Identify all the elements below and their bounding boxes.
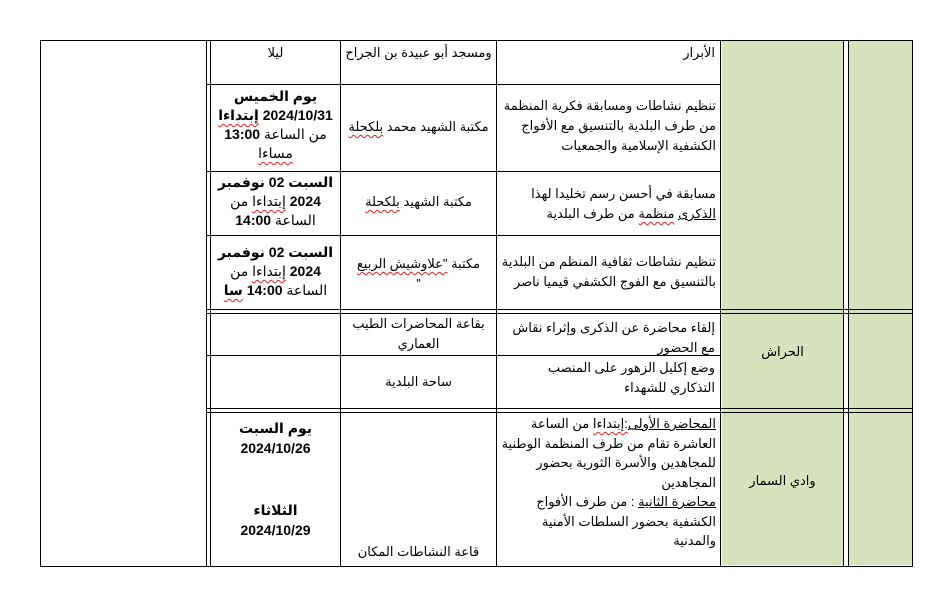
activity-cell: تنظيم نشاطات ومسابقة فكرية المنظمة من طرف البلدية بالتنسيق مع الأفواج الكشفية الإسلامية والجمعيات (503, 98, 716, 153)
place-cell: قاعة النشاطات المكان (357, 544, 480, 559)
time-cell: يوم السبت 2024/10/26 (238, 420, 313, 456)
place-cell: مكتبة الشهيد بلكحلة (365, 194, 472, 209)
activity-cell: مسابقة في أحسن رسم تخليدا لهذا الذكرى منظمة من طرف البلدية (531, 186, 716, 221)
region-harrach: الحراش (761, 344, 804, 359)
activity-cell: تنظيم نشاطات ثقافية المنظم من البلدية بالتنسيق مع الفوج الكشفي قيميا ناصر (501, 254, 716, 289)
table-border (912, 40, 913, 567)
time-cell: الثلاثاء 2024/10/29 (240, 502, 311, 538)
table-border (206, 84, 721, 85)
place-cell: مكتبة "علاوشيش الربيع " (356, 256, 481, 291)
place-cell: مكتبة الشهيد محمد بلكحلة (348, 119, 489, 134)
table-border (720, 40, 721, 567)
place-cell: بقاعة المحاضرات الطيب العماري (352, 316, 485, 351)
table-border (206, 313, 912, 314)
table-border (206, 408, 912, 409)
table-border (496, 40, 497, 567)
activity-cell: إلقاء محاضرة عن الذكرى وإثراء نقاش مع الحضور (512, 320, 715, 355)
time-cell: السبت 02 نوفمبر 2024 إبتداءا من الساعة 14:00 سا (217, 244, 334, 298)
table-border (40, 566, 913, 567)
time-cell: ليلا (267, 45, 284, 60)
table-border (40, 40, 913, 41)
time-cell: يوم الخميس 2024/10/31 إبتداءا من الساعة 13:00 مساءا (218, 88, 333, 161)
table-border (206, 171, 721, 172)
table-border (40, 40, 41, 567)
place-cell: ومسجد أبو عبيدة بن الجراح (345, 45, 492, 60)
outer-right-column-bg (849, 41, 912, 565)
activity-cell: الأبرار (683, 45, 715, 60)
table-border (848, 40, 849, 567)
activity-cell: المحاضرة الأولى:إبتداءا من الساعة العاشرة تقام من طرف المنظمة الوطنية للمجاهدين والأسرة الثورية بحضور المجاهدين محاضرة الثانية : من طرف الأفواج الكشفية بحضور السلطات الأمنية والمدنية (501, 416, 716, 548)
table-border (206, 235, 721, 236)
table-border (206, 412, 912, 413)
table-border (206, 309, 912, 310)
activity-cell: وضع إكليل الزهور على المنصب التذكاري للشهداء (547, 360, 715, 395)
place-cell: ساحة البلدية (385, 374, 452, 389)
table-border (206, 40, 207, 567)
time-cell: السبت 02 نوفمبر 2024 إبتداءا من الساعة 14:00 (217, 174, 334, 228)
table-border (843, 40, 844, 567)
region-oued-smar: وادي السمار (749, 473, 816, 488)
